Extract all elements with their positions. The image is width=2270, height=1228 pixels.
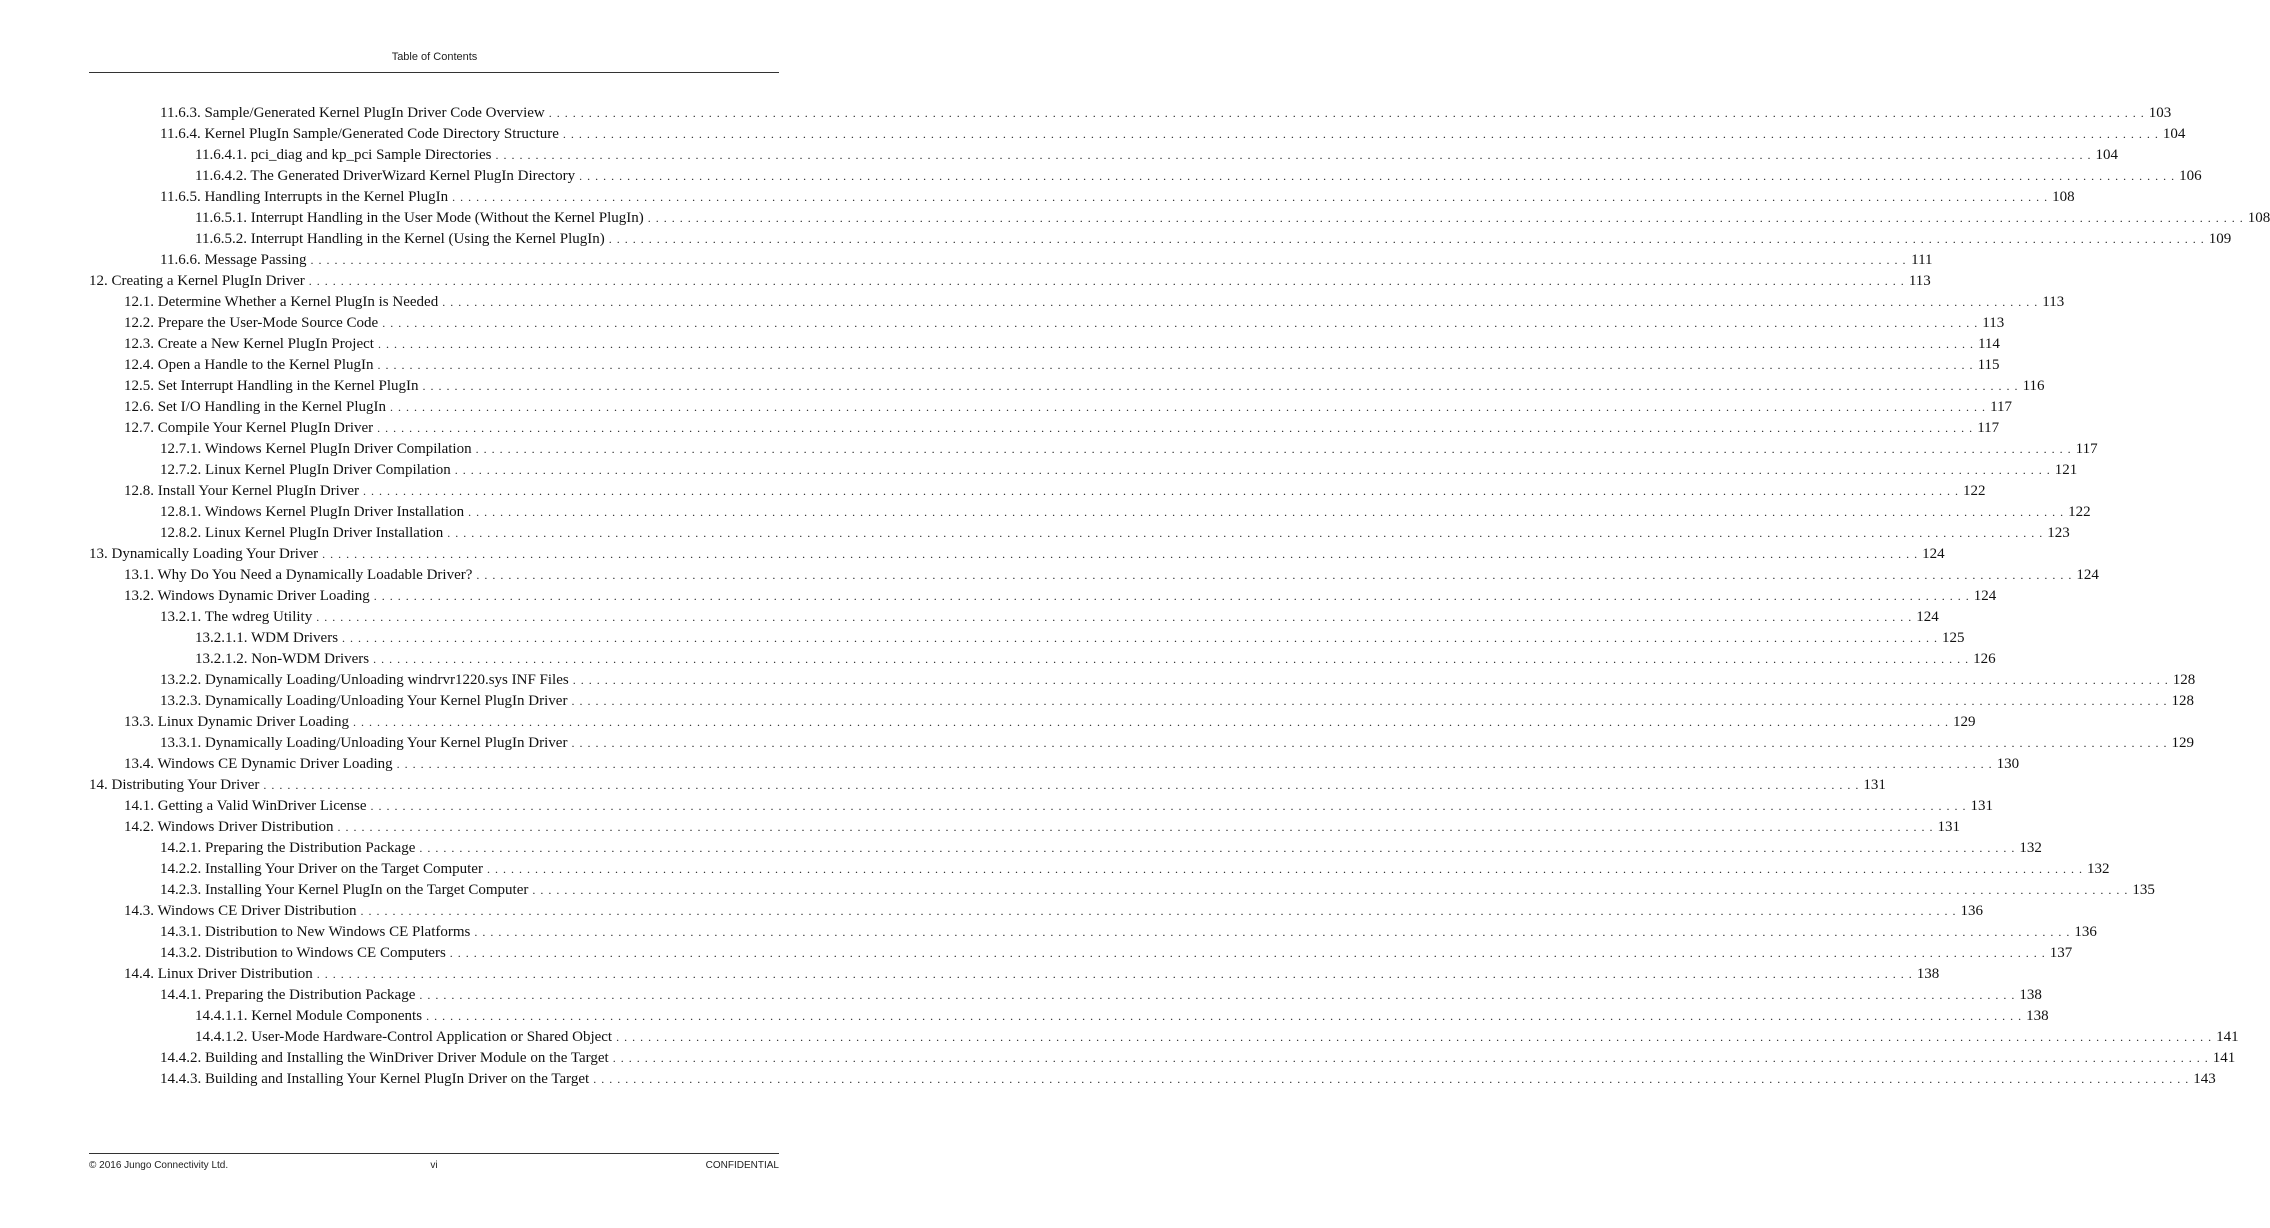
toc-entry-title: 14.4. Linux Driver Distribution	[124, 966, 313, 982]
toc-dot-leader: . . . . . . . . . . . . . . . . . . . . . . . . . . . . . . . . . . . . . . . . . . . . . . . . . . . . . . . . . . . . . . . . . . . . . . . . . . . . . . . . . . . . . . . . . . . . . . . . . . . . . . . . . . . . . . . . . . . . . . . . . . . . . . . . . . . . . . . . . . . . . . . . . . . . . . . . . . . . . . . . . . . . . . . . . . . . . . . . . . . . . . . . . . . . . . . . . . . . . . . .	[377, 421, 1974, 435]
toc-entry-page-number: 123	[2047, 525, 2070, 541]
toc-entry-page-number: 117	[1990, 399, 2013, 415]
toc-entry-title: 14.3.2. Distribution to Windows CE Computers	[160, 945, 446, 961]
toc-entry-title: 11.6.4. Kernel PlugIn Sample/Generated Code Directory Structure	[160, 126, 559, 142]
toc-entry-page-number: 124	[2076, 567, 2099, 583]
toc-entry-title: 11.6.4.1. pci_diag and kp_pci Sample Directories	[195, 147, 492, 163]
toc-dot-leader: . . . . . . . . . . . . . . . . . . . . . . . . . . . . . . . . . . . . . . . . . . . . . . . . . . . . . . . . . . . . . . . . . . . . . . . . . . . . . . . . . . . . . . . . . . . . . . . . . . . . . . . . . . . . . . . . . . . . . . . . . . . . . . . . . . . . . . . . . . . . . . . . . . . . . . . . . . . . . . . . . . . . . . . . . . . . . . . . . . . . . . . . . . . . . . . . . . . . . . . .	[419, 841, 2016, 855]
toc-dot-leader: . . . . . . . . . . . . . . . . . . . . . . . . . . . . . . . . . . . . . . . . . . . . . . . . . . . . . . . . . . . . . . . . . . . . . . . . . . . . . . . . . . . . . . . . . . . . . . . . . . . . . . . . . . . . . . . . . . . . . . . . . . . . . . . . . . . . . . . . . . . . . . . . . . . . . . . . . . . . . . . . . . . . . . . . . . . . . . . . . . . . . . . . . . . . . . . . . . . . . . . .	[373, 652, 1970, 666]
toc-entry-page-number: 143	[2193, 1071, 2216, 1087]
toc-entry-page-number: 108	[2247, 210, 2270, 226]
toc-dot-leader: . . . . . . . . . . . . . . . . . . . . . . . . . . . . . . . . . . . . . . . . . . . . . . . . . . . . . . . . . . . . . . . . . . . . . . . . . . . . . . . . . . . . . . . . . . . . . . . . . . . . . . . . . . . . . . . . . . . . . . . . . . . . . . . . . . . . . . . . . . . . . . . . . . . . . . . . . . . . . . . . . . . . . . . . . . . . . . . . . . . . . . . . . . . . . . . . . . . . . . . .	[612, 1051, 2209, 1065]
toc-entry[interactable]	[89, 1069, 2216, 1090]
toc-entry-title: 14.4.1.1. Kernel Module Components	[195, 1008, 423, 1024]
toc-entry[interactable]	[89, 376, 2045, 397]
toc-entry-title: 14. Distributing Your Driver	[89, 777, 260, 793]
toc-entry[interactable]	[89, 439, 2098, 460]
toc-entry-title: 11.6.3. Sample/Generated Kernel PlugIn Driver Code Overview	[160, 105, 545, 121]
toc-entry[interactable]	[89, 691, 2194, 712]
toc-dot-leader: . . . . . . . . . . . . . . . . . . . . . . . . . . . . . . . . . . . . . . . . . . . . . . . . . . . . . . . . . . . . . . . . . . . . . . . . . . . . . . . . . . . . . . . . . . . . . . . . . . . . . . . . . . . . . . . . . . . . . . . . . . . . . . . . . . . . . . . . . . . . . . . . . . . . . . . . . . . . . . . . . . . . . . . . . . . . . . . . . . . . . . . . . . . . . . . . . . . . . . . .	[474, 925, 2071, 939]
toc-entry-page-number: 132	[2086, 861, 2110, 877]
toc-entry-title: 13.3.1. Dynamically Loading/Unloading Your Kernel PlugIn Driver	[160, 735, 568, 751]
toc-entry[interactable]	[89, 586, 1997, 607]
toc-entry-page-number: 103	[2148, 105, 2172, 121]
toc-entry[interactable]	[89, 103, 2172, 124]
toc-dot-leader: . . . . . . . . . . . . . . . . . . . . . . . . . . . . . . . . . . . . . . . . . . . . . . . . . . . . . . . . . . . . . . . . . . . . . . . . . . . . . . . . . . . . . . . . . . . . . . . . . . . . . . . . . . . . . . . . . . . . . . . . . . . . . . . . . . . . . . . . . . . . . . . . . . . . . . . . . . . . . . . . . . . . . . . . . . . . . . . . . . . . . . . . . . . . . . . . . . . . . . . .	[352, 715, 1949, 729]
toc-entry-title: 12.6. Set I/O Handling in the Kernel PlugIn	[124, 399, 387, 415]
toc-dot-leader: . . . . . . . . . . . . . . . . . . . . . . . . . . . . . . . . . . . . . . . . . . . . . . . . . . . . . . . . . . . . . . . . . . . . . . . . . . . . . . . . . . . . . . . . . . . . . . . . . . . . . . . . . . . . . . . . . . . . . . . . . . . . . . . . . . . . . . . . . . . . . . . . . . . . . . . . . . . . . . . . . . . . . . . . . . . . . . . . . . . . . . . . . . . . . . . . . . . . . . . .	[475, 442, 2072, 456]
toc-entry-title: 12.1. Determine Whether a Kernel PlugIn is Needed	[124, 294, 439, 310]
toc-entry[interactable]	[89, 502, 2091, 523]
toc-entry-page-number: 104	[2095, 147, 2118, 163]
toc-entry[interactable]	[89, 145, 2118, 166]
toc-entry[interactable]	[89, 985, 2042, 1006]
footer-copyright: © 2016 Jungo Connectivity Ltd.	[89, 1160, 229, 1171]
toc-dot-leader: . . . . . . . . . . . . . . . . . . . . . . . . . . . . . . . . . . . . . . . . . . . . . . . . . . . . . . . . . . . . . . . . . . . . . . . . . . . . . . . . . . . . . . . . . . . . . . . . . . . . . . . . . . . . . . . . . . . . . . . . . . . . . . . . . . . . . . . . . . . . . . . . . . . . . . . . . . . . . . . . . . . . . . . . . . . . . . . . . . . . . . . . . . . . . . . . . . . . . . . .	[382, 316, 1979, 330]
toc-dot-leader: . . . . . . . . . . . . . . . . . . . . . . . . . . . . . . . . . . . . . . . . . . . . . . . . . . . . . . . . . . . . . . . . . . . . . . . . . . . . . . . . . . . . . . . . . . . . . . . . . . . . . . . . . . . . . . . . . . . . . . . . . . . . . . . . . . . . . . . . . . . . . . . . . . . . . . . . . . . . . . . . . . . . . . . . . . . . . . . . . . . . . . . . . . . . . . . . . . . . . . . .	[342, 631, 1939, 645]
toc-dot-leader: . . . . . . . . . . . . . . . . . . . . . . . . . . . . . . . . . . . . . . . . . . . . . . . . . . . . . . . . . . . . . . . . . . . . . . . . . . . . . . . . . . . . . . . . . . . . . . . . . . . . . . . . . . . . . . . . . . . . . . . . . . . . . . . . . . . . . . . . . . . . . . . . . . . . . . . . . . . . . . . . . . . . . . . . . . . . . . . . . . . . . . . . . . . . . . . . . . . . . . . .	[308, 274, 1905, 288]
toc-entry-title: 14.2. Windows Driver Distribution	[124, 819, 334, 835]
toc-dot-leader: . . . . . . . . . . . . . . . . . . . . . . . . . . . . . . . . . . . . . . . . . . . . . . . . . . . . . . . . . . . . . . . . . . . . . . . . . . . . . . . . . . . . . . . . . . . . . . . . . . . . . . . . . . . . . . . . . . . . . . . . . . . . . . . . . . . . . . . . . . . . . . . . . . . . . . . . . . . . . . . . . . . . . . . . . . . . . . . . . . . . . . . . . . . . . . . . . . . . . . . .	[449, 946, 2046, 960]
toc-entry-page-number: 111	[1911, 252, 1933, 268]
toc-dot-leader: . . . . . . . . . . . . . . . . . . . . . . . . . . . . . . . . . . . . . . . . . . . . . . . . . . . . . . . . . . . . . . . . . . . . . . . . . . . . . . . . . . . . . . . . . . . . . . . . . . . . . . . . . . . . . . . . . . . . . . . . . . . . . . . . . . . . . . . . . . . . . . . . . . . . . . . . . . . . . . . . . . . . . . . . . . . . . . . . . . . . . . . . . . . . . . . . . . . . . . . .	[579, 169, 2176, 183]
toc-entry[interactable]	[89, 544, 1945, 565]
toc-dot-leader: . . . . . . . . . . . . . . . . . . . . . . . . . . . . . . . . . . . . . . . . . . . . . . . . . . . . . . . . . . . . . . . . . . . . . . . . . . . . . . . . . . . . . . . . . . . . . . . . . . . . . . . . . . . . . . . . . . . . . . . . . . . . . . . . . . . . . . . . . . . . . . . . . . . . . . . . . . . . . . . . . . . . . . . . . . . . . . . . . . . . . . . . . . . . . . . . . . . . . . . .	[442, 295, 2039, 309]
toc-entry[interactable]	[89, 649, 1996, 670]
toc-entry-title: 13.2.1.1. WDM Drivers	[195, 630, 339, 646]
toc-entry-title: 14.3.1. Distribution to New Windows CE Platforms	[160, 924, 471, 940]
toc-entry[interactable]	[89, 334, 2000, 355]
toc-entry-title: 13.3. Linux Dynamic Driver Loading	[124, 714, 349, 730]
toc-entry-page-number: 124	[1973, 588, 1997, 604]
toc-entry-title: 14.4.2. Building and Installing the WinDriver Driver Module on the Target	[160, 1050, 609, 1066]
toc-entry-page-number: 122	[2068, 504, 2091, 520]
toc-entry-page-number: 141	[2216, 1029, 2239, 1045]
toc-entry-title: 11.6.4.2. The Generated DriverWizard Kernel PlugIn Directory	[195, 168, 576, 184]
toc-dot-leader: . . . . . . . . . . . . . . . . . . . . . . . . . . . . . . . . . . . . . . . . . . . . . . . . . . . . . . . . . . . . . . . . . . . . . . . . . . . . . . . . . . . . . . . . . . . . . . . . . . . . . . . . . . . . . . . . . . . . . . . . . . . . . . . . . . . . . . . . . . . . . . . . . . . . . . . . . . . . . . . . . . . . . . . . . . . . . . . . . . . . . . . . . . . . . . . . . . . . . . . .	[373, 589, 1970, 603]
toc-entry[interactable]	[89, 859, 2110, 880]
toc-entry-page-number: 129	[2171, 735, 2194, 751]
toc-entry[interactable]	[89, 922, 2097, 943]
toc-dot-leader: . . . . . . . . . . . . . . . . . . . . . . . . . . . . . . . . . . . . . . . . . . . . . . . . . . . . . . . . . . . . . . . . . . . . . . . . . . . . . . . . . . . . . . . . . . . . . . . . . . . . . . . . . . . . . . . . . . . . . . . . . . . . . . . . . . . . . . . . . . . . . . . . . . . . . . . . . . . . . . . . . . . . . . . . . . . . . . . . . . . . . . . . . . . . . . . . . . . . . . . .	[593, 1072, 2190, 1086]
toc-entry[interactable]	[89, 460, 2078, 481]
toc-entry-title: 13.4. Windows CE Dynamic Driver Loading	[124, 756, 393, 772]
toc-entry[interactable]	[89, 124, 2186, 145]
toc-entry[interactable]	[89, 397, 2013, 418]
toc-dot-leader: . . . . . . . . . . . . . . . . . . . . . . . . . . . . . . . . . . . . . . . . . . . . . . . . . . . . . . . . . . . . . . . . . . . . . . . . . . . . . . . . . . . . . . . . . . . . . . . . . . . . . . . . . . . . . . . . . . . . . . . . . . . . . . . . . . . . . . . . . . . . . . . . . . . . . . . . . . . . . . . . . . . . . . . . . . . . . . . . . . . . . . . . . . . . . . . . . . . . . . . .	[608, 232, 2205, 246]
toc-entry[interactable]	[89, 208, 2270, 229]
toc-entry-page-number: 135	[2132, 882, 2155, 898]
toc-entry-title: 11.6.5.1. Interrupt Handling in the User Mode (Without the Kernel PlugIn)	[195, 210, 644, 226]
toc-entry-page-number: 136	[1960, 903, 1983, 919]
toc-entry-page-number: 122	[1962, 483, 1986, 499]
toc-entry[interactable]	[89, 880, 2155, 901]
toc-dot-leader: . . . . . . . . . . . . . . . . . . . . . . . . . . . . . . . . . . . . . . . . . . . . . . . . . . . . . . . . . . . . . . . . . . . . . . . . . . . . . . . . . . . . . . . . . . . . . . . . . . . . . . . . . . . . . . . . . . . . . . . . . . . . . . . . . . . . . . . . . . . . . . . . . . . . . . . . . . . . . . . . . . . . . . . . . . . . . . . . . . . . . . . . . . . . . . . . . . . . . . . .	[532, 883, 2129, 897]
toc-entry[interactable]	[89, 628, 1965, 649]
toc-entry[interactable]	[89, 796, 1994, 817]
toc-entry-title: 12.2. Prepare the User-Mode Source Code	[124, 315, 379, 331]
toc-entry-page-number: 137	[2049, 945, 2073, 961]
toc-entry-page-number: 115	[1977, 357, 2000, 373]
toc-dot-leader: . . . . . . . . . . . . . . . . . . . . . . . . . . . . . . . . . . . . . . . . . . . . . . . . . . . . . . . . . . . . . . . . . . . . . . . . . . . . . . . . . . . . . . . . . . . . . . . . . . . . . . . . . . . . . . . . . . . . . . . . . . . . . . . . . . . . . . . . . . . . . . . . . . . . . . . . . . . . . . . . . . . . . . . . . . . . . . . . . . . . . . . . . . . . . . . . . . . . . . . .	[571, 694, 2168, 708]
toc-entry-page-number: 138	[2026, 1008, 2049, 1024]
toc-entry[interactable]	[89, 670, 2196, 691]
toc-dot-leader: . . . . . . . . . . . . . . . . . . . . . . . . . . . . . . . . . . . . . . . . . . . . . . . . . . . . . . . . . . . . . . . . . . . . . . . . . . . . . . . . . . . . . . . . . . . . . . . . . . . . . . . . . . . . . . . . . . . . . . . . . . . . . . . . . . . . . . . . . . . . . . . . . . . . . . . . . . . . . . . . . . . . . . . . . . . . . . . . . . . . . . . . . . . . . . . . . . . . . . . .	[495, 148, 2092, 162]
toc-dot-leader: . . . . . . . . . . . . . . . . . . . . . . . . . . . . . . . . . . . . . . . . . . . . . . . . . . . . . . . . . . . . . . . . . . . . . . . . . . . . . . . . . . . . . . . . . . . . . . . . . . . . . . . . . . . . . . . . . . . . . . . . . . . . . . . . . . . . . . . . . . . . . . . . . . . . . . . . . . . . . . . . . . . . . . . . . . . . . . . . . . . . . . . . . . . . . . . . . . . . . . . .	[337, 820, 1934, 834]
toc-entry-title: 12.7.1. Windows Kernel PlugIn Driver Compilation	[160, 441, 472, 457]
toc-entry[interactable]	[89, 355, 2000, 376]
toc-entry-page-number: 125	[1942, 630, 1965, 646]
toc-entry-page-number: 138	[1916, 966, 1940, 982]
toc-dot-leader: . . . . . . . . . . . . . . . . . . . . . . . . . . . . . . . . . . . . . . . . . . . . . . . . . . . . . . . . . . . . . . . . . . . . . . . . . . . . . . . . . . . . . . . . . . . . . . . . . . . . . . . . . . . . . . . . . . . . . . . . . . . . . . . . . . . . . . . . . . . . . . . . . . . . . . . . . . . . . . . . . . . . . . . . . . . . . . . . . . . . . . . . . . . . . . . . . . . . . . . .	[486, 862, 2083, 876]
toc-entry[interactable]	[89, 943, 2073, 964]
toc-dot-leader: . . . . . . . . . . . . . . . . . . . . . . . . . . . . . . . . . . . . . . . . . . . . . . . . . . . . . . . . . . . . . . . . . . . . . . . . . . . . . . . . . . . . . . . . . . . . . . . . . . . . . . . . . . . . . . . . . . . . . . . . . . . . . . . . . . . . . . . . . . . . . . . . . . . . . . . . . . . . . . . . . . . . . . . . . . . . . . . . . . . . . . . . . . . . . . . . . . . . . . . .	[377, 337, 1974, 351]
toc-entry-title: 13.2.2. Dynamically Loading/Unloading windrvr1220.sys INF Files	[160, 672, 569, 688]
toc-entry-page-number: 124	[1916, 609, 1939, 625]
toc-entry-title: 14.2.3. Installing Your Kernel PlugIn on the Target Computer	[160, 882, 529, 898]
toc-dot-leader: . . . . . . . . . . . . . . . . . . . . . . . . . . . . . . . . . . . . . . . . . . . . . . . . . . . . . . . . . . . . . . . . . . . . . . . . . . . . . . . . . . . . . . . . . . . . . . . . . . . . . . . . . . . . . . . . . . . . . . . . . . . . . . . . . . . . . . . . . . . . . . . . . . . . . . . . . . . . . . . . . . . . . . . . . . . . . . . . . . . . . . . . . . . . . . . . . . . . . . . .	[476, 568, 2073, 582]
toc-entry-page-number: 109	[2208, 231, 2232, 247]
header-rule	[89, 72, 779, 73]
toc-entry-page-number: 130	[1996, 756, 2020, 772]
toc-entry-page-number: 104	[2162, 126, 2186, 142]
toc-entry[interactable]	[89, 964, 1940, 985]
toc-dot-leader: . . . . . . . . . . . . . . . . . . . . . . . . . . . . . . . . . . . . . . . . . . . . . . . . . . . . . . . . . . . . . . . . . . . . . . . . . . . . . . . . . . . . . . . . . . . . . . . . . . . . . . . . . . . . . . . . . . . . . . . . . . . . . . . . . . . . . . . . . . . . . . . . . . . . . . . . . . . . . . . . . . . . . . . . . . . . . . . . . . . . . . . . . . . . . . . . . . . . . . . .	[310, 253, 1907, 267]
toc-entry[interactable]	[89, 901, 1983, 922]
toc-dot-leader: . . . . . . . . . . . . . . . . . . . . . . . . . . . . . . . . . . . . . . . . . . . . . . . . . . . . . . . . . . . . . . . . . . . . . . . . . . . . . . . . . . . . . . . . . . . . . . . . . . . . . . . . . . . . . . . . . . . . . . . . . . . . . . . . . . . . . . . . . . . . . . . . . . . . . . . . . . . . . . . . . . . . . . . . . . . . . . . . . . . . . . . . . . . . . . . . . . . . . . . .	[562, 127, 2159, 141]
toc-entry-title: 14.2.1. Preparing the Distribution Package	[160, 840, 416, 856]
toc-entry-title: 13. Dynamically Loading Your Driver	[89, 546, 319, 562]
toc-entry[interactable]	[89, 187, 2075, 208]
toc-dot-leader: . . . . . . . . . . . . . . . . . . . . . . . . . . . . . . . . . . . . . . . . . . . . . . . . . . . . . . . . . . . . . . . . . . . . . . . . . . . . . . . . . . . . . . . . . . . . . . . . . . . . . . . . . . . . . . . . . . . . . . . . . . . . . . . . . . . . . . . . . . . . . . . . . . . . . . . . . . . . . . . . . . . . . . . . . . . . . . . . . . . . . . . . . . . . . . . . . . . . . . . .	[454, 463, 2051, 477]
toc-entry-page-number: 128	[2172, 672, 2196, 688]
toc-entry-title: 14.3. Windows CE Driver Distribution	[124, 903, 357, 919]
toc-entry[interactable]	[89, 1006, 2049, 1027]
toc-entry-title: 11.6.6. Message Passing	[160, 252, 307, 268]
toc-entry-page-number: 113	[1982, 315, 2005, 331]
table-of-contents	[89, 103, 2270, 1090]
toc-entry[interactable]	[89, 838, 2042, 859]
toc-entry-title: 12.5. Set Interrupt Handling in the Kernel PlugIn	[124, 378, 419, 394]
toc-entry-title: 12. Creating a Kernel PlugIn Driver	[89, 273, 305, 289]
toc-dot-leader: . . . . . . . . . . . . . . . . . . . . . . . . . . . . . . . . . . . . . . . . . . . . . . . . . . . . . . . . . . . . . . . . . . . . . . . . . . . . . . . . . . . . . . . . . . . . . . . . . . . . . . . . . . . . . . . . . . . . . . . . . . . . . . . . . . . . . . . . . . . . . . . . . . . . . . . . . . . . . . . . . . . . . . . . . . . . . . . . . . . . . . . . . . . . . . . . . . . . . . . .	[447, 526, 2044, 540]
toc-entry-page-number: 117	[1977, 420, 2000, 436]
toc-entry-page-number: 141	[2212, 1050, 2236, 1066]
toc-entry[interactable]	[89, 775, 1886, 796]
toc-dot-leader: . . . . . . . . . . . . . . . . . . . . . . . . . . . . . . . . . . . . . . . . . . . . . . . . . . . . . . . . . . . . . . . . . . . . . . . . . . . . . . . . . . . . . . . . . . . . . . . . . . . . . . . . . . . . . . . . . . . . . . . . . . . . . . . . . . . . . . . . . . . . . . . . . . . . . . . . . . . . . . . . . . . . . . . . . . . . . . . . . . . . . . . . . . . . . . . . . . . . . . . .	[548, 106, 2145, 120]
toc-dot-leader: . . . . . . . . . . . . . . . . . . . . . . . . . . . . . . . . . . . . . . . . . . . . . . . . . . . . . . . . . . . . . . . . . . . . . . . . . . . . . . . . . . . . . . . . . . . . . . . . . . . . . . . . . . . . . . . . . . . . . . . . . . . . . . . . . . . . . . . . . . . . . . . . . . . . . . . . . . . . . . . . . . . . . . . . . . . . . . . . . . . . . . . . . . . . . . . . . . . . . . . .	[316, 610, 1913, 624]
toc-entry-page-number: 131	[1937, 819, 1961, 835]
toc-entry-page-number: 116	[2022, 378, 2045, 394]
toc-dot-leader: . . . . . . . . . . . . . . . . . . . . . . . . . . . . . . . . . . . . . . . . . . . . . . . . . . . . . . . . . . . . . . . . . . . . . . . . . . . . . . . . . . . . . . . . . . . . . . . . . . . . . . . . . . . . . . . . . . . . . . . . . . . . . . . . . . . . . . . . . . . . . . . . . . . . . . . . . . . . . . . . . . . . . . . . . . . . . . . . . . . . . . . . . . . . . . . . . . . . . . . .	[263, 778, 1860, 792]
toc-entry[interactable]	[89, 1048, 2236, 1069]
toc-entry-title: 14.4.3. Building and Installing Your Kernel PlugIn Driver on the Target	[160, 1071, 590, 1087]
toc-entry-title: 13.1. Why Do You Need a Dynamically Loadable Driver?	[124, 567, 473, 583]
toc-dot-leader: . . . . . . . . . . . . . . . . . . . . . . . . . . . . . . . . . . . . . . . . . . . . . . . . . . . . . . . . . . . . . . . . . . . . . . . . . . . . . . . . . . . . . . . . . . . . . . . . . . . . . . . . . . . . . . . . . . . . . . . . . . . . . . . . . . . . . . . . . . . . . . . . . . . . . . . . . . . . . . . . . . . . . . . . . . . . . . . . . . . . . . . . . . . . . . . . . . . . . . . .	[616, 1030, 2213, 1044]
toc-dot-leader: . . . . . . . . . . . . . . . . . . . . . . . . . . . . . . . . . . . . . . . . . . . . . . . . . . . . . . . . . . . . . . . . . . . . . . . . . . . . . . . . . . . . . . . . . . . . . . . . . . . . . . . . . . . . . . . . . . . . . . . . . . . . . . . . . . . . . . . . . . . . . . . . . . . . . . . . . . . . . . . . . . . . . . . . . . . . . . . . . . . . . . . . . . . . . . . . . . . . . . . .	[426, 1009, 2023, 1023]
toc-dot-leader: . . . . . . . . . . . . . . . . . . . . . . . . . . . . . . . . . . . . . . . . . . . . . . . . . . . . . . . . . . . . . . . . . . . . . . . . . . . . . . . . . . . . . . . . . . . . . . . . . . . . . . . . . . . . . . . . . . . . . . . . . . . . . . . . . . . . . . . . . . . . . . . . . . . . . . . . . . . . . . . . . . . . . . . . . . . . . . . . . . . . . . . . . . . . . . . . . . . . . . . .	[362, 484, 1959, 498]
toc-entry-title: 13.2.3. Dynamically Loading/Unloading Your Kernel PlugIn Driver	[160, 693, 568, 709]
toc-entry-page-number: 136	[2074, 924, 2097, 940]
toc-entry[interactable]	[89, 271, 1931, 292]
toc-entry-title: 14.4.1.2. User-Mode Hardware-Control Application or Shared Object	[195, 1029, 613, 1045]
toc-entry[interactable]	[89, 712, 1976, 733]
toc-entry-page-number: 131	[1863, 777, 1886, 793]
toc-dot-leader: . . . . . . . . . . . . . . . . . . . . . . . . . . . . . . . . . . . . . . . . . . . . . . . . . . . . . . . . . . . . . . . . . . . . . . . . . . . . . . . . . . . . . . . . . . . . . . . . . . . . . . . . . . . . . . . . . . . . . . . . . . . . . . . . . . . . . . . . . . . . . . . . . . . . . . . . . . . . . . . . . . . . . . . . . . . . . . . . . . . . . . . . . . . . . . . . . . . . . . . .	[370, 799, 1967, 813]
toc-dot-leader: . . . . . . . . . . . . . . . . . . . . . . . . . . . . . . . . . . . . . . . . . . . . . . . . . . . . . . . . . . . . . . . . . . . . . . . . . . . . . . . . . . . . . . . . . . . . . . . . . . . . . . . . . . . . . . . . . . . . . . . . . . . . . . . . . . . . . . . . . . . . . . . . . . . . . . . . . . . . . . . . . . . . . . . . . . . . . . . . . . . . . . . . . . . . . . . . . . . . . . . .	[468, 505, 2065, 519]
toc-entry[interactable]	[89, 1027, 2239, 1048]
toc-entry-page-number: 108	[2052, 189, 2075, 205]
toc-dot-leader: . . . . . . . . . . . . . . . . . . . . . . . . . . . . . . . . . . . . . . . . . . . . . . . . . . . . . . . . . . . . . . . . . . . . . . . . . . . . . . . . . . . . . . . . . . . . . . . . . . . . . . . . . . . . . . . . . . . . . . . . . . . . . . . . . . . . . . . . . . . . . . . . . . . . . . . . . . . . . . . . . . . . . . . . . . . . . . . . . . . . . . . . . . . . . . . . . . . . . . . .	[377, 358, 1974, 372]
running-header-title: Table of Contents	[391, 51, 478, 63]
toc-entry[interactable]	[89, 481, 1986, 502]
page-footer	[89, 1160, 779, 1174]
toc-dot-leader: . . . . . . . . . . . . . . . . . . . . . . . . . . . . . . . . . . . . . . . . . . . . . . . . . . . . . . . . . . . . . . . . . . . . . . . . . . . . . . . . . . . . . . . . . . . . . . . . . . . . . . . . . . . . . . . . . . . . . . . . . . . . . . . . . . . . . . . . . . . . . . . . . . . . . . . . . . . . . . . . . . . . . . . . . . . . . . . . . . . . . . . . . . . . . . . . . . . . . . . .	[360, 904, 1957, 918]
toc-entry-title: 12.7.2. Linux Kernel PlugIn Driver Compilation	[160, 462, 451, 478]
toc-dot-leader: . . . . . . . . . . . . . . . . . . . . . . . . . . . . . . . . . . . . . . . . . . . . . . . . . . . . . . . . . . . . . . . . . . . . . . . . . . . . . . . . . . . . . . . . . . . . . . . . . . . . . . . . . . . . . . . . . . . . . . . . . . . . . . . . . . . . . . . . . . . . . . . . . . . . . . . . . . . . . . . . . . . . . . . . . . . . . . . . . . . . . . . . . . . . . . . . . . . . . . . .	[571, 736, 2168, 750]
toc-entry-title: 13.2.1. The wdreg Utility	[160, 609, 313, 625]
toc-entry-title: 12.8.2. Linux Kernel PlugIn Driver Installation	[160, 525, 444, 541]
toc-dot-leader: . . . . . . . . . . . . . . . . . . . . . . . . . . . . . . . . . . . . . . . . . . . . . . . . . . . . . . . . . . . . . . . . . . . . . . . . . . . . . . . . . . . . . . . . . . . . . . . . . . . . . . . . . . . . . . . . . . . . . . . . . . . . . . . . . . . . . . . . . . . . . . . . . . . . . . . . . . . . . . . . . . . . . . . . . . . . . . . . . . . . . . . . . . . . . . . . . . . . . . . .	[316, 967, 1913, 981]
toc-entry[interactable]	[89, 229, 2232, 250]
toc-dot-leader: . . . . . . . . . . . . . . . . . . . . . . . . . . . . . . . . . . . . . . . . . . . . . . . . . . . . . . . . . . . . . . . . . . . . . . . . . . . . . . . . . . . . . . . . . . . . . . . . . . . . . . . . . . . . . . . . . . . . . . . . . . . . . . . . . . . . . . . . . . . . . . . . . . . . . . . . . . . . . . . . . . . . . . . . . . . . . . . . . . . . . . . . . . . . . . . . . . . . . . . .	[422, 379, 2019, 393]
toc-entry-page-number: 117	[2075, 441, 2098, 457]
toc-entry-page-number: 129	[1952, 714, 1976, 730]
toc-dot-leader: . . . . . . . . . . . . . . . . . . . . . . . . . . . . . . . . . . . . . . . . . . . . . . . . . . . . . . . . . . . . . . . . . . . . . . . . . . . . . . . . . . . . . . . . . . . . . . . . . . . . . . . . . . . . . . . . . . . . . . . . . . . . . . . . . . . . . . . . . . . . . . . . . . . . . . . . . . . . . . . . . . . . . . . . . . . . . . . . . . . . . . . . . . . . . . . . . . . . . . . .	[647, 211, 2244, 225]
toc-entry-title: 12.8.1. Windows Kernel PlugIn Driver Installation	[160, 504, 465, 520]
toc-entry-page-number: 131	[1970, 798, 1994, 814]
toc-entry-page-number: 128	[2171, 693, 2194, 709]
toc-entry-page-number: 138	[2019, 987, 2042, 1003]
toc-entry[interactable]	[89, 418, 2000, 439]
toc-entry-page-number: 126	[1973, 651, 1996, 667]
footer-classification: CONFIDENTIAL	[705, 1160, 779, 1171]
toc-entry-page-number: 114	[1977, 336, 2000, 352]
toc-entry[interactable]	[89, 754, 2020, 775]
toc-entry[interactable]	[89, 607, 1939, 628]
toc-entry-page-number: 106	[2179, 168, 2202, 184]
toc-entry-title: 14.4.1. Preparing the Distribution Package	[160, 987, 416, 1003]
toc-entry-page-number: 121	[2054, 462, 2078, 478]
footer-page-number: vi	[430, 1160, 438, 1171]
toc-entry-title: 13.2. Windows Dynamic Driver Loading	[124, 588, 370, 604]
toc-entry[interactable]	[89, 250, 1933, 271]
toc-entry[interactable]	[89, 523, 2070, 544]
toc-entry-title: 13.2.1.2. Non-WDM Drivers	[195, 651, 370, 667]
toc-entry[interactable]	[89, 166, 2202, 187]
toc-entry-page-number: 124	[1922, 546, 1945, 562]
toc-entry-page-number: 132	[2019, 840, 2042, 856]
toc-dot-leader: . . . . . . . . . . . . . . . . . . . . . . . . . . . . . . . . . . . . . . . . . . . . . . . . . . . . . . . . . . . . . . . . . . . . . . . . . . . . . . . . . . . . . . . . . . . . . . . . . . . . . . . . . . . . . . . . . . . . . . . . . . . . . . . . . . . . . . . . . . . . . . . . . . . . . . . . . . . . . . . . . . . . . . . . . . . . . . . . . . . . . . . . . . . . . . . . . . . . . . . .	[452, 190, 2049, 204]
toc-entry-title: 12.7. Compile Your Kernel PlugIn Driver	[124, 420, 374, 436]
toc-entry[interactable]	[89, 733, 2194, 754]
toc-entry-page-number: 113	[1908, 273, 1931, 289]
toc-entry-title: 14.1. Getting a Valid WinDriver License	[124, 798, 367, 814]
toc-entry[interactable]	[89, 817, 1961, 838]
toc-entry-title: 12.4. Open a Handle to the Kernel PlugIn	[124, 357, 374, 373]
footer-rule	[89, 1153, 779, 1154]
toc-entry-title: 12.8. Install Your Kernel PlugIn Driver	[124, 483, 359, 499]
toc-entry[interactable]	[89, 292, 2065, 313]
toc-entry-title: 14.2.2. Installing Your Driver on the Target Computer	[160, 861, 483, 877]
toc-dot-leader: . . . . . . . . . . . . . . . . . . . . . . . . . . . . . . . . . . . . . . . . . . . . . . . . . . . . . . . . . . . . . . . . . . . . . . . . . . . . . . . . . . . . . . . . . . . . . . . . . . . . . . . . . . . . . . . . . . . . . . . . . . . . . . . . . . . . . . . . . . . . . . . . . . . . . . . . . . . . . . . . . . . . . . . . . . . . . . . . . . . . . . . . . . . . . . . . . . . . . . . .	[396, 757, 1993, 771]
toc-entry[interactable]	[89, 565, 2099, 586]
toc-entry[interactable]	[89, 313, 2005, 334]
toc-dot-leader: . . . . . . . . . . . . . . . . . . . . . . . . . . . . . . . . . . . . . . . . . . . . . . . . . . . . . . . . . . . . . . . . . . . . . . . . . . . . . . . . . . . . . . . . . . . . . . . . . . . . . . . . . . . . . . . . . . . . . . . . . . . . . . . . . . . . . . . . . . . . . . . . . . . . . . . . . . . . . . . . . . . . . . . . . . . . . . . . . . . . . . . . . . . . . . . . . . . . . . . .	[390, 400, 1987, 414]
toc-entry-page-number: 113	[2042, 294, 2065, 310]
toc-entry-title: 11.6.5.2. Interrupt Handling in the Kernel (Using the Kernel PlugIn)	[195, 231, 605, 247]
toc-entry-title: 12.3. Create a New Kernel PlugIn Project	[124, 336, 374, 352]
toc-entry-title: 11.6.5. Handling Interrupts in the Kernel PlugIn	[160, 189, 449, 205]
toc-dot-leader: . . . . . . . . . . . . . . . . . . . . . . . . . . . . . . . . . . . . . . . . . . . . . . . . . . . . . . . . . . . . . . . . . . . . . . . . . . . . . . . . . . . . . . . . . . . . . . . . . . . . . . . . . . . . . . . . . . . . . . . . . . . . . . . . . . . . . . . . . . . . . . . . . . . . . . . . . . . . . . . . . . . . . . . . . . . . . . . . . . . . . . . . . . . . . . . . . . . . . . . .	[572, 673, 2169, 687]
toc-dot-leader: . . . . . . . . . . . . . . . . . . . . . . . . . . . . . . . . . . . . . . . . . . . . . . . . . . . . . . . . . . . . . . . . . . . . . . . . . . . . . . . . . . . . . . . . . . . . . . . . . . . . . . . . . . . . . . . . . . . . . . . . . . . . . . . . . . . . . . . . . . . . . . . . . . . . . . . . . . . . . . . . . . . . . . . . . . . . . . . . . . . . . . . . . . . . . . . . . . . . . . . .	[419, 988, 2016, 1002]
toc-dot-leader: . . . . . . . . . . . . . . . . . . . . . . . . . . . . . . . . . . . . . . . . . . . . . . . . . . . . . . . . . . . . . . . . . . . . . . . . . . . . . . . . . . . . . . . . . . . . . . . . . . . . . . . . . . . . . . . . . . . . . . . . . . . . . . . . . . . . . . . . . . . . . . . . . . . . . . . . . . . . . . . . . . . . . . . . . . . . . . . . . . . . . . . . . . . . . . . . . . . . . . . .	[322, 547, 1919, 561]
